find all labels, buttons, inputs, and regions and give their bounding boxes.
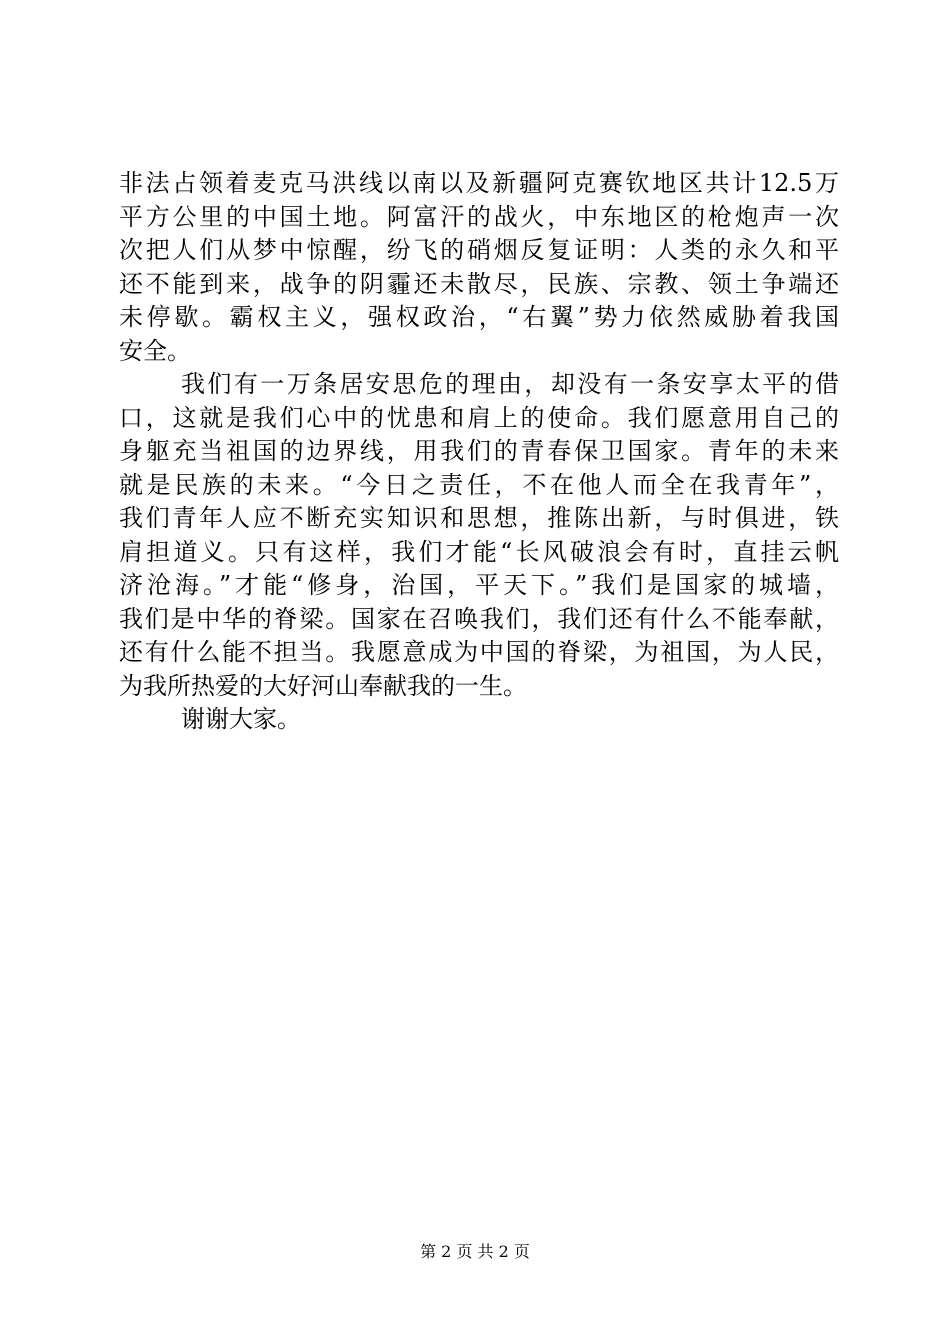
paragraph-line: 济沧海。”才能“修身，治国，平天下。”我们是国家的城墙， <box>119 571 839 599</box>
page-number-label: 第 2 页 共 2 页 <box>420 1242 530 1261</box>
paragraph-line: 非法占领着麦克马洪线以南以及新疆阿克赛钦地区共计12.5万 <box>119 169 839 197</box>
paragraph-line: 肩担道义。只有这样，我们才能“长风破浪会有时，直挂云帆 <box>119 537 839 566</box>
paragraph-line: 还有什么能不担当。我愿意成为中国的脊梁，为祖国，为人民， <box>119 638 839 666</box>
page-footer <box>0 1240 950 1264</box>
paragraph-line: 为我所热爱的大好河山奉献我的一生。 <box>119 671 527 700</box>
document-body <box>119 167 839 737</box>
paragraph-line: 谢谢大家。 <box>181 705 301 733</box>
paragraph-2 <box>119 368 839 703</box>
paragraph-line: 我们有一万条居安思危的理由，却没有一条安享太平的借 <box>181 370 839 398</box>
paragraph-3 <box>119 703 839 737</box>
paragraph-line: 未停歇。霸权主义，强权政治，“右翼”势力依然威胁着我国 <box>119 303 839 331</box>
paragraph-line: 口，这就是我们心中的忧患和肩上的使命。我们愿意用自己的 <box>119 403 839 432</box>
paragraph-line: 身躯充当祖国的边界线，用我们的青春保卫国家。青年的未来 <box>119 437 839 465</box>
paragraph-line: 就是民族的未来。“今日之责任，不在他人而全在我青年”， <box>119 470 839 499</box>
paragraph-line: 我们青年人应不断充实知识和思想，推陈出新，与时俱进，铁 <box>119 504 839 532</box>
paragraph-1 <box>119 167 839 368</box>
paragraph-line: 还不能到来，战争的阴霾还未散尽，民族、宗教、领土争端还 <box>119 269 839 298</box>
paragraph-line: 我们是中华的脊梁。国家在召唤我们，我们还有什么不能奉献， <box>119 604 839 633</box>
paragraph-line: 安全。 <box>119 336 191 365</box>
paragraph-line: 平方公里的中国土地。阿富汗的战火，中东地区的枪炮声一次 <box>119 202 839 231</box>
paragraph-line: 次把人们从梦中惊醒，纷飞的硝烟反复证明：人类的永久和平 <box>119 236 839 264</box>
